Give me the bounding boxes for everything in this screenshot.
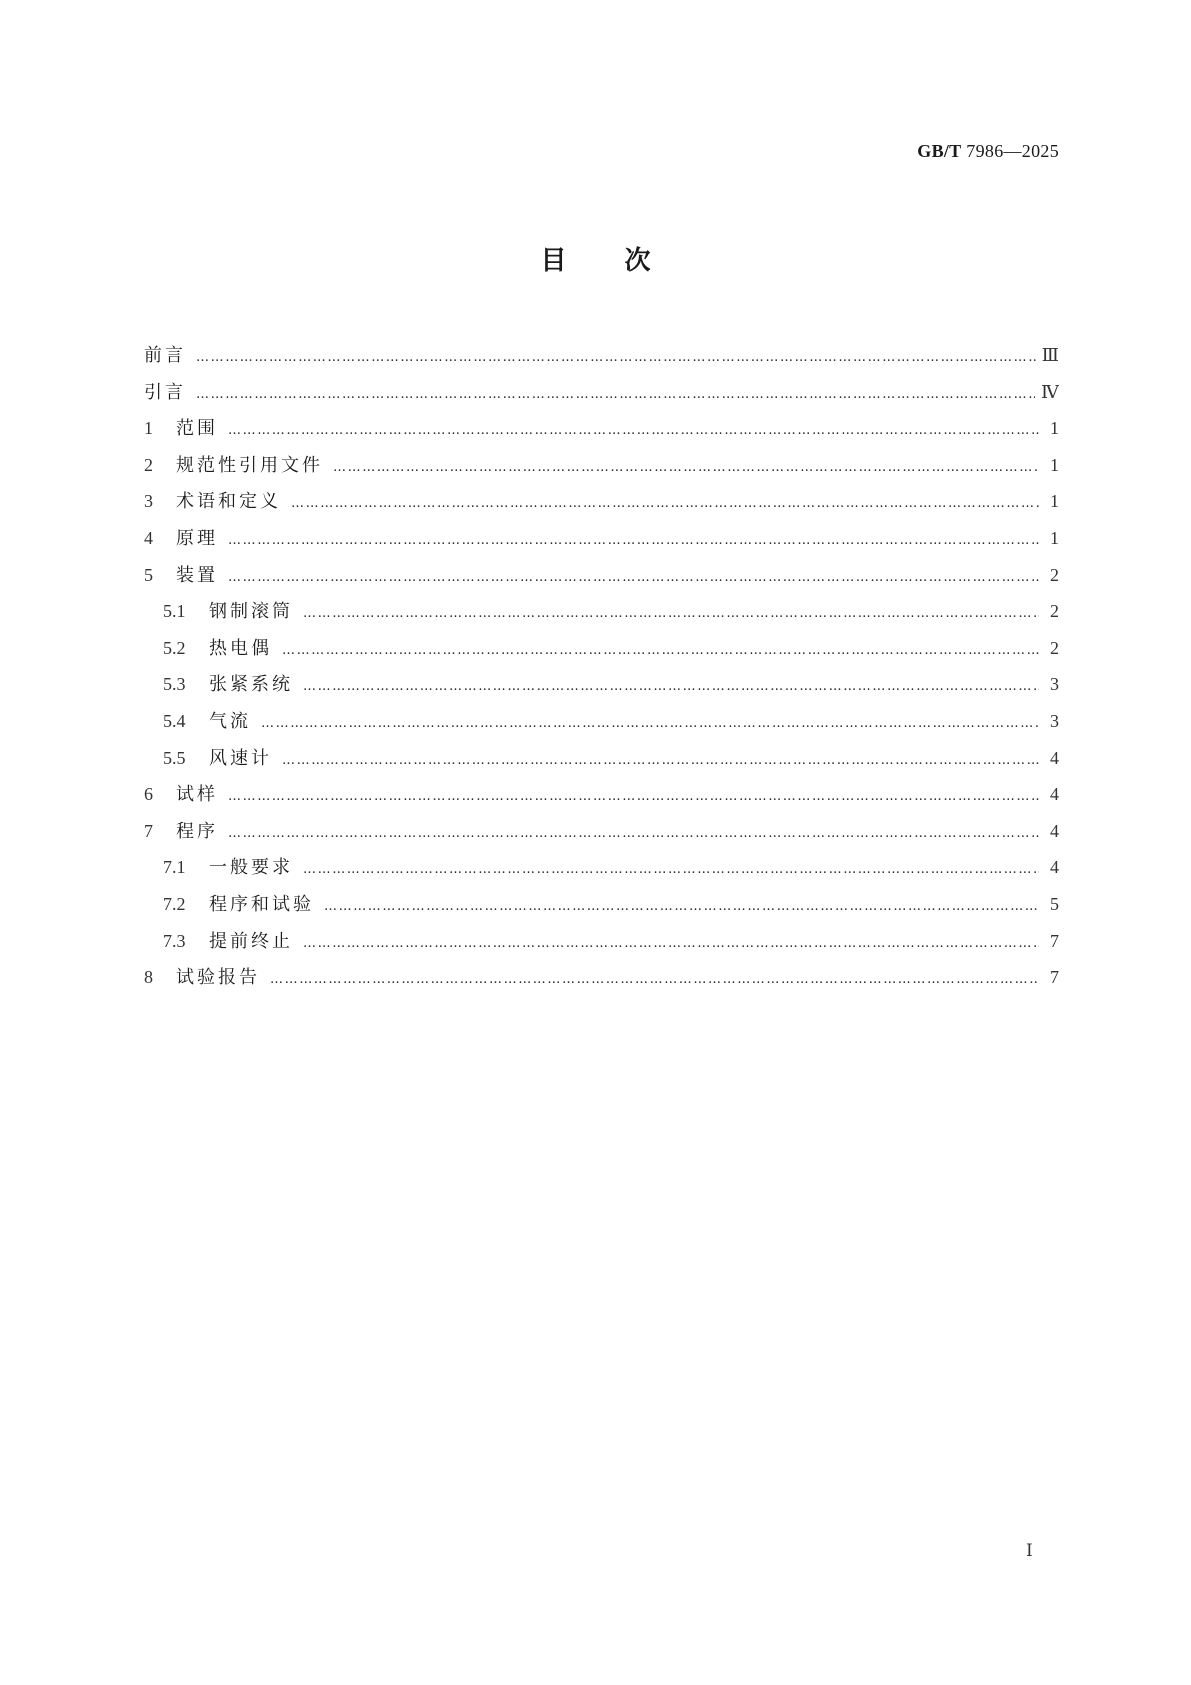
toc-entry-label: 热电偶 [209, 637, 272, 659]
toc-dot-leader [270, 962, 1039, 996]
toc-entry-page: 3 [1050, 674, 1059, 695]
toc-entry-label: 程序和试验 [209, 893, 314, 915]
toc-dot-leader [282, 633, 1039, 667]
toc-entry-number: 7 [144, 820, 153, 841]
toc-entry-label: 原理 [176, 527, 218, 549]
toc-entry-number: 4 [144, 527, 153, 548]
toc-entry-page: 4 [1050, 747, 1059, 768]
page-number: Ⅰ [1026, 1541, 1033, 1560]
toc-entry-label: 张紧系统 [209, 674, 293, 696]
toc-entry[interactable] [144, 740, 1059, 777]
toc-entry-number: 7.1 [163, 857, 186, 878]
toc-entry-page: 1 [1050, 527, 1059, 548]
toc-title: 目次 [540, 246, 709, 276]
toc-entry[interactable] [144, 703, 1059, 740]
toc-entry[interactable] [144, 520, 1059, 557]
toc-entry-label: 试验报告 [176, 967, 260, 989]
toc-entry-page: 4 [1050, 784, 1059, 805]
toc-entry-number: 6 [144, 784, 153, 805]
toc-entry[interactable] [144, 593, 1059, 630]
toc-entry-number: 5.4 [163, 710, 186, 731]
toc-dot-leader [196, 377, 1035, 411]
toc-entry[interactable] [144, 666, 1059, 703]
toc-entry-number: 7.2 [163, 893, 186, 914]
toc-entry[interactable] [144, 337, 1059, 374]
toc-entry-label: 风速计 [209, 747, 272, 769]
toc-entry-label: 引言 [144, 381, 186, 403]
toc-entry-label: 规范性引用文件 [176, 454, 323, 476]
toc-entry[interactable] [144, 483, 1059, 520]
toc-entry-page: 1 [1050, 491, 1059, 512]
toc-entry[interactable] [144, 849, 1059, 886]
toc-entry-page: Ⅲ [1041, 345, 1059, 365]
toc-dot-leader [228, 816, 1039, 850]
standard-code [917, 141, 1059, 162]
toc-dot-leader [196, 340, 1036, 374]
toc-entry-label: 钢制滚筒 [209, 601, 293, 623]
toc-entry-page: 1 [1050, 454, 1059, 475]
toc-entry-label: 一般要求 [209, 857, 293, 879]
toc-dot-leader [303, 926, 1039, 960]
toc-dot-leader [228, 779, 1039, 813]
toc-entry[interactable] [144, 557, 1059, 594]
toc-dot-leader [333, 450, 1039, 484]
toc-entry-number: 5.2 [163, 637, 186, 658]
toc-entry-page: 7 [1050, 930, 1059, 951]
toc-dot-leader [282, 743, 1039, 777]
toc-entry[interactable] [144, 959, 1059, 996]
toc-dot-leader [228, 413, 1039, 447]
toc-entry-label: 试样 [176, 784, 218, 806]
toc-entry[interactable] [144, 374, 1059, 411]
toc-dot-leader [303, 596, 1039, 630]
toc-entry-number: 1 [144, 418, 153, 439]
toc-entry[interactable] [144, 923, 1059, 960]
toc-dot-leader [228, 560, 1039, 594]
toc-entry-page: 3 [1050, 710, 1059, 731]
toc-dot-leader [261, 706, 1039, 740]
toc-entry-page: Ⅳ [1041, 381, 1059, 402]
toc-entry-page: 5 [1050, 893, 1059, 914]
toc-dot-leader [291, 486, 1039, 520]
toc-entry-page: 4 [1050, 857, 1059, 878]
toc-entry-page: 2 [1050, 637, 1059, 658]
standard-number: 7986—2025 [966, 141, 1059, 161]
toc-entry-page: 7 [1050, 967, 1059, 988]
toc-entry[interactable] [144, 630, 1059, 667]
toc-dot-leader [228, 523, 1039, 557]
toc-entry-page: 4 [1050, 820, 1059, 841]
toc-entry[interactable] [144, 813, 1059, 850]
toc-dot-leader [303, 852, 1039, 886]
toc-entry-label: 提前终止 [209, 930, 293, 952]
toc-entry-number: 5.5 [163, 747, 186, 768]
toc-entry-label: 装置 [176, 564, 218, 586]
toc-entry-number: 5 [144, 564, 153, 585]
toc-entry-page: 1 [1050, 418, 1059, 439]
toc-entry-page: 2 [1050, 564, 1059, 585]
toc-entry-label: 程序 [176, 820, 218, 842]
toc-entry-label: 前言 [144, 345, 186, 366]
toc-entry-label: 术语和定义 [176, 491, 281, 513]
table-of-contents [144, 337, 1059, 996]
toc-entry-number: 3 [144, 491, 153, 512]
toc-entry-label: 气流 [209, 710, 251, 732]
toc-entry[interactable] [144, 447, 1059, 484]
toc-entry-number: 5.3 [163, 674, 186, 695]
toc-entry-number: 5.1 [163, 601, 186, 622]
toc-entry-number: 2 [144, 454, 153, 475]
toc-entry-page: 2 [1050, 601, 1059, 622]
toc-entry-number: 7.3 [163, 930, 186, 951]
standard-prefix: GB/T [917, 141, 962, 161]
toc-entry-label: 范围 [176, 418, 218, 440]
toc-dot-leader [324, 889, 1039, 923]
toc-entry[interactable] [144, 410, 1059, 447]
toc-entry[interactable] [144, 776, 1059, 813]
toc-dot-leader [303, 669, 1039, 703]
toc-entry-number: 8 [144, 967, 153, 988]
toc-entry[interactable] [144, 886, 1059, 923]
